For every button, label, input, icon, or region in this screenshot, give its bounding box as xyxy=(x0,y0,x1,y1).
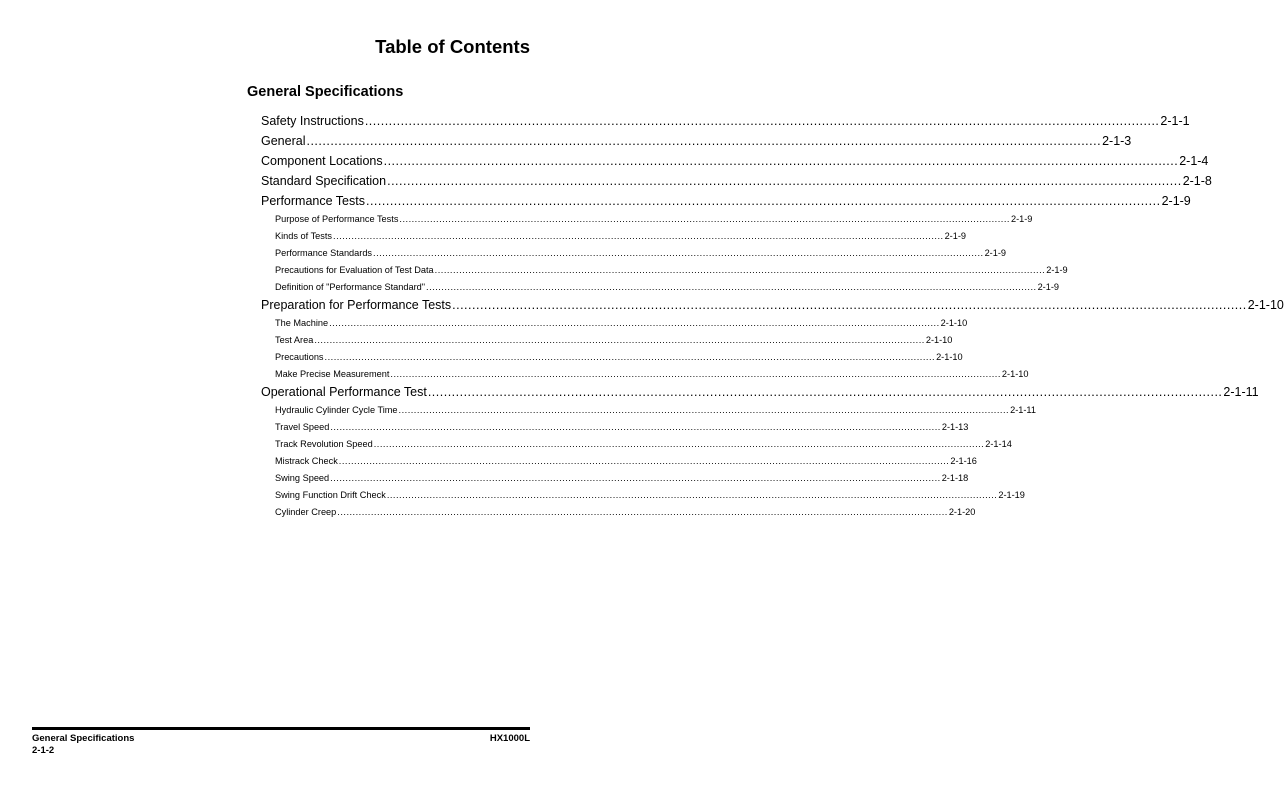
toc-entry-label: Precautions xyxy=(275,352,324,362)
toc-entry-label: Purpose of Performance Tests xyxy=(275,214,399,224)
toc-dot-leader: ........................................................................................................................................................................................................ xyxy=(330,422,941,432)
toc-subentry[interactable] xyxy=(275,248,1007,258)
toc-subentry[interactable] xyxy=(275,214,1033,224)
toc-entry-page: 2-1-11 xyxy=(1223,385,1259,399)
toc-entry-page: 2-1-3 xyxy=(1102,134,1132,148)
toc-entry[interactable] xyxy=(261,134,1132,148)
toc-entry-label: Swing Speed xyxy=(275,473,330,483)
toc-entry-page: 2-1-19 xyxy=(998,490,1025,500)
toc-entry[interactable] xyxy=(261,385,1259,399)
toc-entry[interactable] xyxy=(261,194,1191,208)
toc-entry-page: 2-1-20 xyxy=(948,507,976,517)
toc-entry-label: Track Revolution Speed xyxy=(275,439,373,449)
toc-entry-label: Preparation for Performance Tests xyxy=(261,298,452,312)
toc-dot-leader: ........................................................................................................................................................................................................ xyxy=(390,369,1001,379)
toc-entry-label: Hydraulic Cylinder Cycle Time xyxy=(275,405,398,415)
toc-entry-page: 2-1-10 xyxy=(925,335,953,345)
footer-left xyxy=(32,733,134,757)
toc-subentry[interactable] xyxy=(275,456,977,466)
toc-subentry[interactable] xyxy=(275,352,963,362)
toc-subentry[interactable] xyxy=(275,318,968,328)
toc-entry-page: 2-1-11 xyxy=(1010,405,1036,415)
toc-entry-page: 2-1-13 xyxy=(941,422,969,432)
toc-entry-label: Precautions for Evaluation of Test Data xyxy=(275,265,434,275)
toc-subentry[interactable] xyxy=(275,490,1025,500)
footer-section-name: General Specifications xyxy=(32,733,135,744)
toc-entry-page: 2-1-9 xyxy=(944,231,967,241)
toc-entry-label: Test Area xyxy=(275,335,314,345)
toc-dot-leader: ........................................................................................................................................................................................................ xyxy=(399,214,1010,224)
toc-entry-page: 2-1-9 xyxy=(1046,265,1068,275)
page-title: Table of Contents xyxy=(375,36,530,57)
toc-entry-page: 2-1-10 xyxy=(936,352,963,362)
toc-entry-label: The Machine xyxy=(275,318,329,328)
toc-dot-leader: ........................................................................................................................................................................................................ xyxy=(330,473,941,483)
footer-divider xyxy=(32,727,530,730)
toc-subentry[interactable] xyxy=(275,369,1029,379)
toc-dot-leader: ........................................................................................................................................................................................................ xyxy=(333,231,944,241)
toc-dot-leader: ........................................................................................................................................................................................................ xyxy=(452,298,1247,312)
toc-entry-page: 2-1-9 xyxy=(984,248,1007,258)
toc-entry-label: Mistrack Check xyxy=(275,456,338,466)
toc-subentry[interactable] xyxy=(275,473,969,483)
toc-entry[interactable] xyxy=(261,154,1209,168)
toc-entry-label: General xyxy=(261,134,306,148)
footer-page-number: 2-1-2 xyxy=(32,745,55,756)
toc-entry-page: 2-1-8 xyxy=(1182,174,1212,188)
toc-entry-label: Travel Speed xyxy=(275,422,330,432)
toc-dot-leader: ........................................................................................................................................................................................................ xyxy=(434,265,1046,275)
toc-dot-leader: ........................................................................................................................................................................................................ xyxy=(398,405,1010,415)
toc-entry-page: 2-1-4 xyxy=(1179,154,1209,168)
toc-entry-label: Standard Specification xyxy=(261,174,387,188)
toc-entry-label: Operational Performance Test xyxy=(261,385,427,399)
footer-model: HX1000L xyxy=(489,733,530,744)
toc-dot-leader: ........................................................................................................................................................................................................ xyxy=(364,114,1160,128)
toc-entry-label: Component Locations xyxy=(261,154,383,168)
toc-entry-page: 2-1-16 xyxy=(950,456,977,466)
toc-entry-page: 2-1-9 xyxy=(1010,214,1033,224)
toc-dot-leader: ........................................................................................................................................................................................................ xyxy=(373,248,984,258)
toc-dot-leader: ........................................................................................................................................................................................................ xyxy=(324,352,936,362)
toc-dot-leader: ........................................................................................................................................................................................................ xyxy=(387,174,1182,188)
section-heading: General Specifications xyxy=(247,84,404,100)
toc-subentry[interactable] xyxy=(275,265,1068,275)
toc-subentry[interactable] xyxy=(275,439,1012,449)
toc-entry-page: 2-1-1 xyxy=(1160,114,1190,128)
toc-entry-label: Make Precise Measurement xyxy=(275,369,390,379)
toc-entry-label: Safety Instructions xyxy=(261,114,364,128)
toc-entry-page: 2-1-9 xyxy=(1037,282,1060,292)
toc-dot-leader: ........................................................................................................................................................................................................ xyxy=(427,385,1223,399)
toc-dot-leader: ........................................................................................................................................................................................................ xyxy=(386,490,998,500)
toc-subentry[interactable] xyxy=(275,405,1036,415)
toc-subentry[interactable] xyxy=(275,231,967,241)
toc-entry-label: Performance Standards xyxy=(275,248,373,258)
toc-entry-label: Kinds of Tests xyxy=(275,231,333,241)
toc-dot-leader: ........................................................................................................................................................................................................ xyxy=(426,282,1037,292)
toc-entry[interactable] xyxy=(261,298,1284,312)
toc-dot-leader: ........................................................................................................................................................................................................ xyxy=(338,456,950,466)
toc-dot-leader: ........................................................................................................................................................................................................ xyxy=(306,134,1102,148)
toc-entry[interactable] xyxy=(261,174,1212,188)
toc-entry[interactable] xyxy=(261,114,1190,128)
toc-entry-label: Cylinder Creep xyxy=(275,507,337,517)
toc-subentry[interactable] xyxy=(275,335,953,345)
toc-dot-leader: ........................................................................................................................................................................................................ xyxy=(383,154,1179,168)
toc-subentry[interactable] xyxy=(275,507,976,517)
toc-subentry[interactable] xyxy=(275,422,969,432)
toc-dot-leader: ........................................................................................................................................................................................................ xyxy=(314,335,925,345)
toc-entry-label: Definition of "Performance Standard" xyxy=(275,282,426,292)
toc-entry-page: 2-1-9 xyxy=(1161,194,1191,208)
toc-dot-leader: ........................................................................................................................................................................................................ xyxy=(373,439,985,449)
toc-entry-label: Swing Function Drift Check xyxy=(275,490,386,500)
toc-dot-leader: ........................................................................................................................................................................................................ xyxy=(337,507,948,517)
toc-entry-page: 2-1-10 xyxy=(940,318,968,328)
toc-dot-leader: ........................................................................................................................................................................................................ xyxy=(329,318,940,328)
toc-dot-leader: ........................................................................................................................................................................................................ xyxy=(365,194,1161,208)
toc-entry-page: 2-1-18 xyxy=(941,473,969,483)
toc-entry-page: 2-1-10 xyxy=(1001,369,1029,379)
toc-entry-page: 2-1-14 xyxy=(985,439,1012,449)
toc-entry-page: 2-1-10 xyxy=(1247,298,1284,312)
toc-entry-label: Performance Tests xyxy=(261,194,365,208)
toc-subentry[interactable] xyxy=(275,282,1060,292)
